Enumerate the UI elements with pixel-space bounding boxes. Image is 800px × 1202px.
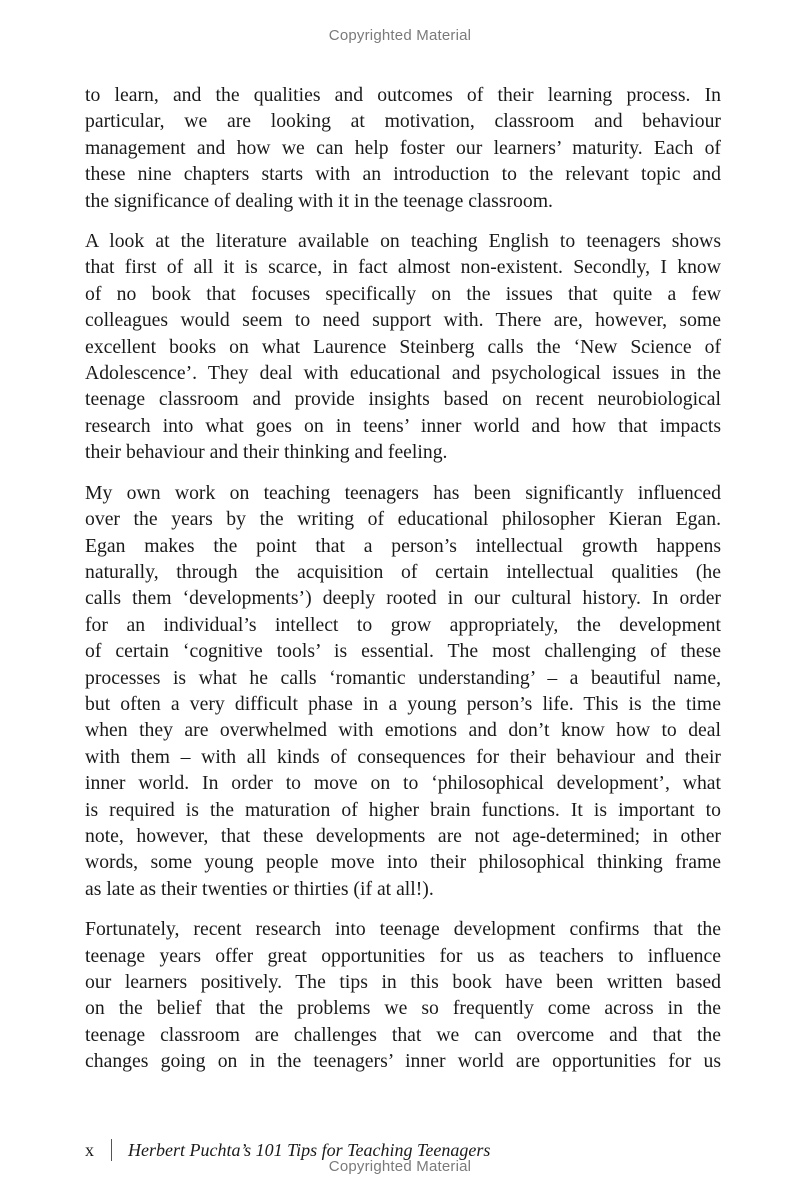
- text-line: on the belief that the problems we so frequently come across in the: [85, 997, 721, 1020]
- text-line: management and how we can help foster our learners’ maturity. Each of: [85, 136, 721, 159]
- text-line: calls them ‘developments’) deeply rooted in our cultural history. In order: [85, 587, 721, 610]
- text-line: words, some young people move into their philosophical thinking frame: [85, 851, 721, 874]
- text-line: teenage classroom and provide insights based on recent neurobiological: [85, 388, 721, 411]
- text-line: but often a very difficult phase in a young person’s life. This is the time: [85, 692, 721, 715]
- text-line: note, however, that these developments are not age-determined; in other: [85, 824, 721, 847]
- text-line: is required is the maturation of higher brain functions. It is important to: [85, 798, 721, 821]
- text-line: the significance of dealing with it in the teenage classroom.: [85, 189, 553, 212]
- text-line: of certain ‘cognitive tools’ is essential. The most challenging of these: [85, 640, 721, 663]
- text-line: when they are overwhelmed with emotions and don’t know how to deal: [85, 719, 721, 742]
- paragraph-4: [85, 916, 721, 1074]
- text-line: for an individual’s intellect to grow appropriately, the development: [85, 613, 721, 636]
- text-line: A look at the literature available on teaching English to teenagers shows: [85, 230, 721, 253]
- text-line: changes going on in the teenagers’ inner world are opportunities for us: [85, 1050, 721, 1073]
- paragraph-3: [85, 480, 721, 903]
- body-text: [85, 82, 721, 1089]
- text-line: our learners positively. The tips in this book have been written based: [85, 971, 721, 993]
- text-line: processes is what he calls ‘romantic understanding’ – a beautiful name,: [85, 666, 721, 689]
- text-line: inner world. In order to move on to ‘philosophical development’, what: [85, 772, 721, 795]
- text-line: Fortunately, recent research into teenage development confirms that the: [85, 918, 721, 941]
- text-line: excellent books on what Laurence Steinberg calls the ‘New Science of: [85, 335, 721, 358]
- text-line: Adolescence’. They deal with educational and psychological issues in the: [85, 362, 721, 385]
- text-line: research into what goes on in teens’ inner world and how that impacts: [85, 414, 721, 437]
- text-line: as late as their twenties or thirties (if at all!).: [85, 877, 434, 900]
- watermark-top: Copyrighted Material: [328, 27, 472, 44]
- text-line: that first of all it is scarce, in fact almost non-existent. Secondly, I know: [85, 256, 721, 279]
- text-line: to learn, and the qualities and outcomes of their learning process. In: [85, 84, 721, 106]
- text-line: teenage years offer great opportunities for us as teachers to influence: [85, 944, 721, 967]
- text-line: of no book that focuses specifically on the issues that quite a few: [85, 282, 721, 305]
- text-line: over the years by the writing of educational philosopher Kieran Egan.: [85, 508, 721, 531]
- text-line: Egan makes the point that a person’s intellectual growth happens: [85, 534, 721, 557]
- paragraph-1: [85, 82, 721, 214]
- text-line: with them – with all kinds of consequences for their behaviour and their: [85, 745, 721, 768]
- running-title: Herbert Puchta’s 101 Tips for Teaching Teenagers: [128, 1139, 491, 1160]
- text-line: these nine chapters starts with an introduction to the relevant topic and: [85, 163, 721, 186]
- text-line: My own work on teaching teenagers has been significantly influenced: [85, 481, 721, 504]
- text-line: naturally, through the acquisition of certain intellectual qualities (he: [85, 560, 721, 583]
- text-line: colleagues would seem to need support with. There are, however, some: [85, 309, 721, 332]
- watermark-bottom: Copyrighted Material: [328, 1158, 472, 1175]
- text-line: particular, we are looking at motivation, classroom and behaviour: [85, 110, 721, 133]
- paragraph-2: [85, 228, 721, 466]
- page-number: x: [85, 1139, 94, 1160]
- text-line: teenage classroom are challenges that we can overcome and that the: [85, 1023, 721, 1046]
- text-line: their behaviour and their thinking and feeling.: [85, 441, 448, 464]
